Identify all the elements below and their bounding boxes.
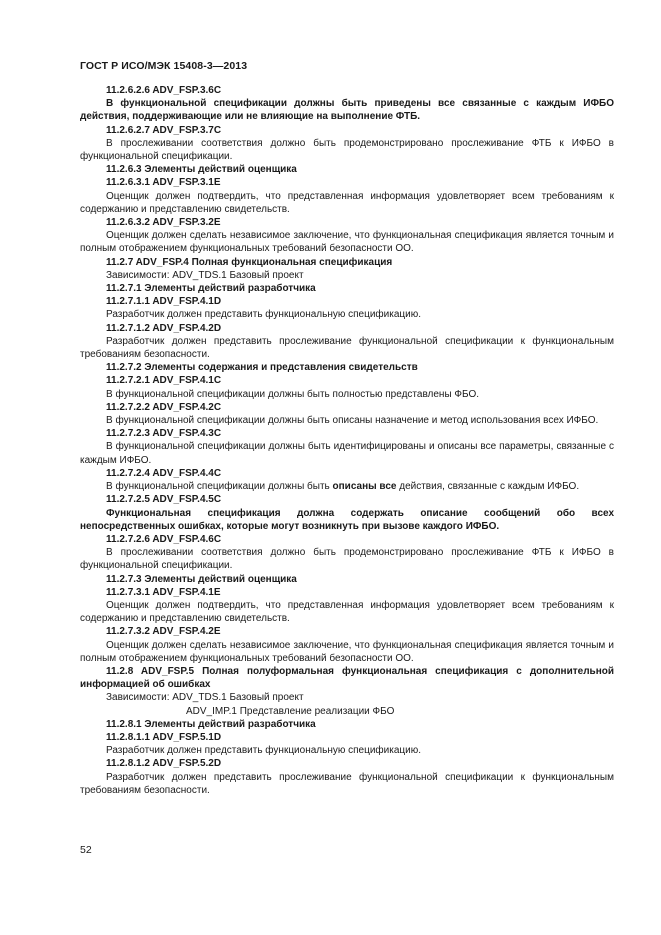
clause-heading: 11.2.7.2.1 ADV_FSP.4.1C	[106, 375, 222, 387]
clause-heading: 11.2.6.3.1 ADV_FSP.3.1E	[106, 177, 221, 189]
section-heading: 11.2.7.3 Элементы действий оценщика	[106, 573, 297, 585]
section-heading: 11.2.7.2 Элементы содержания и представления свидетельств	[106, 362, 418, 374]
clause-heading: 11.2.6.2.7 ADV_FSP.3.7C	[106, 124, 222, 136]
clause-heading: 11.2.7.1.2 ADV_FSP.4.2D	[106, 322, 222, 334]
clause-text	[80, 480, 614, 493]
clause-text: В функциональной спецификации должны быть полностью представлены ФБО.	[106, 388, 480, 400]
clause-text: Функциональная спецификация должна содержать описание сообщений обо всех непосредственных ошибках, которые могут возникнуть при вызове каждого ИФБО.	[80, 507, 614, 532]
clause-heading: 11.2.7.2.2 ADV_FSP.4.2C	[106, 401, 222, 413]
clause-heading: 11.2.6.3.2 ADV_FSP.3.2E	[106, 217, 221, 229]
clause-text-part: В функциональной спецификации должны быть	[106, 481, 333, 493]
clause-heading: 11.2.7.2.5 ADV_FSP.4.5C	[106, 494, 222, 506]
dependencies-text: Зависимости: ADV_TDS.1 Базовый проект	[106, 269, 304, 281]
clause-text: В функциональной спецификации должны быть идентифицированы и описаны все параметры, связанные с каждым ИФБО.	[80, 441, 614, 466]
dependencies-text: ADV_IMP.1 Представление реализации ФБО	[186, 705, 395, 717]
clause-text: Разработчик должен представить прослеживание функциональной спецификации к функциональным требованиям безопасности.	[80, 335, 614, 361]
running-header: ГОСТ Р ИСО/МЭК 15408-3—2013	[80, 60, 248, 72]
dependencies-text: Зависимости: ADV_TDS.1 Базовый проект	[106, 692, 304, 704]
clause-text: Оценщик должен сделать независимое заключение, что функциональная спецификация является точным и полным отображением функциональных требований безопасности ОО.	[80, 639, 614, 664]
clause-heading: 11.2.7.2.4 ADV_FSP.4.4C	[106, 467, 222, 479]
clause-heading: 11.2.7.2.6 ADV_FSP.4.6C	[106, 533, 222, 545]
clause-heading: 11.2.7.1.1 ADV_FSP.4.1D	[106, 296, 222, 308]
clause-text: Оценщик должен сделать независимое заключение, что функциональная спецификация является точным и полным отображением функциональных требований безопасности ОО.	[80, 230, 614, 255]
clause-text: В прослеживании соответствия должно быть продемонстрировано прослеживание ФТБ к ИФБО в функциональной спецификации.	[80, 137, 614, 163]
clause-text: Разработчик должен представить функциональную спецификацию.	[106, 745, 421, 757]
clause-heading: 11.2.7.3.2 ADV_FSP.4.2E	[106, 626, 221, 638]
section-heading: 11.2.7 ADV_FSP.4 Полная функциональная спецификация	[106, 256, 393, 268]
section-heading: 11.2.6.3 Элементы действий оценщика	[106, 164, 297, 176]
clause-text: В прослеживании соответствия должно быть продемонстрировано прослеживание ФТБ к ИФБО в функциональной спецификации.	[80, 547, 614, 572]
page-content	[80, 84, 614, 797]
section-heading: 11.2.8 ADV_FSP.5 Полная полуформальная функциональная спецификация с дополнительной информацией об ошибках	[80, 665, 614, 691]
clause-text: Разработчик должен представить функциональную спецификацию.	[106, 309, 421, 321]
clause-text: Оценщик должен подтвердить, что представленная информация удовлетворяет всем требованиям к содержанию и представлению свидетельств.	[80, 190, 614, 215]
clause-text: Оценщик должен подтвердить, что представленная информация удовлетворяет всем требованиям к содержанию и представлению свидетельств.	[80, 599, 614, 625]
clause-text-part: действия, связанные с каждым ИФБО.	[396, 481, 580, 493]
clause-text-emphasis: описаны все	[332, 481, 397, 493]
clause-heading: 11.2.7.3.1 ADV_FSP.4.1E	[106, 586, 221, 598]
clause-text: В функциональной спецификации должны быть приведены все связанные с каждым ИФБО действия, поддерживающие или не влияющие на выполнение ФТБ.	[80, 98, 614, 123]
clause-heading: 11.2.8.1.2 ADV_FSP.5.2D	[106, 758, 222, 770]
clause-heading: 11.2.7.2.3 ADV_FSP.4.3C	[106, 428, 222, 440]
clause-text: Разработчик должен представить прослеживание функциональной спецификации к функциональным требованиям безопасности.	[80, 771, 614, 796]
section-heading: 11.2.7.1 Элементы действий разработчика	[106, 283, 316, 295]
clause-heading: 11.2.8.1.1 ADV_FSP.5.1D	[106, 731, 222, 743]
clause-heading: 11.2.6.2.6 ADV_FSP.3.6C	[106, 85, 222, 96]
page-number: 52	[80, 844, 92, 856]
clause-text: В функциональной спецификации должны быть описаны назначение и метод использования всех ИФБО.	[106, 415, 599, 427]
section-heading: 11.2.8.1 Элементы действий разработчика	[106, 718, 316, 730]
